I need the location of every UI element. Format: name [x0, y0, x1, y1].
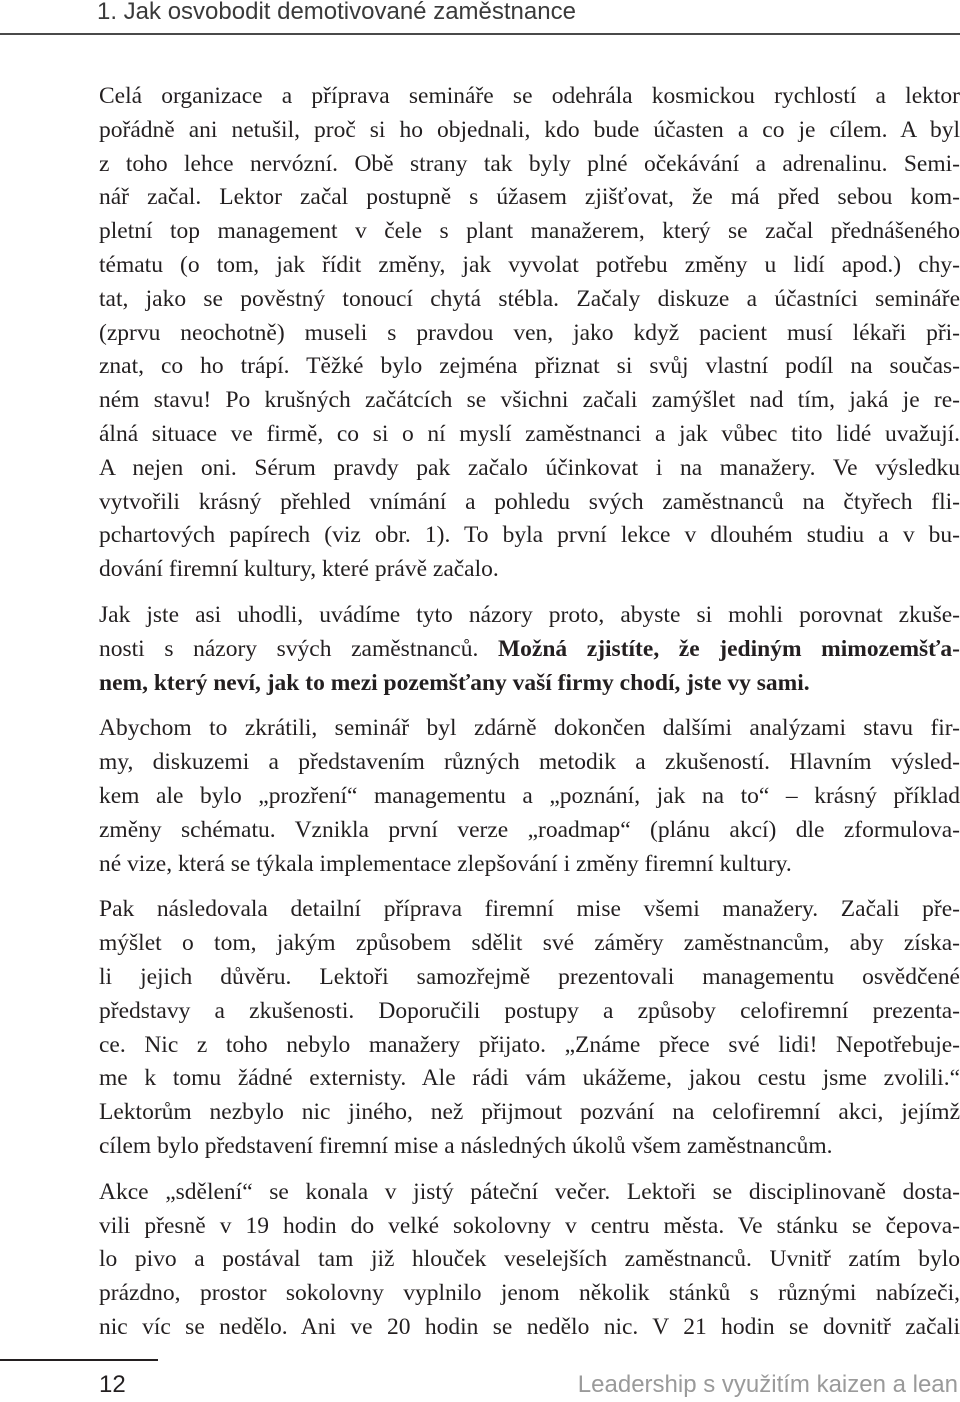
- text-line: tat, jako se pověstný tonoucí chytá stébla. Začaly diskuze a účastníci semináře: [99, 285, 960, 312]
- book-title: Leadership s využitím kaizen a lean: [577, 1371, 958, 1398]
- text-line: Abychom to zkrátili, seminář byl zdárně dokončen dalšími analýzami stavu fir-: [99, 715, 960, 742]
- body-text: [99, 80, 960, 1345]
- text-line: pletní top management v čele s plant manažerem, který se začal přednášeného: [99, 218, 960, 245]
- header-rule: [0, 33, 960, 35]
- text-line: vytvořili krásný přehled vnímání a pohledu svých zaměstnanců na čtyřech fli-: [99, 488, 960, 515]
- text-line: my, diskuzemi a představením různých metodik a zkušeností. Hlavním výsled-: [99, 749, 960, 776]
- text-line: Lektorům nezbylo nic jiného, než přijmout pozvání na celofiremní akci, jejímž: [99, 1099, 960, 1126]
- text-line: [99, 633, 960, 667]
- text-line: (zprvu neochotně) museli s pravdou ven, jako když pacient musí lékaři při-: [99, 319, 960, 346]
- text-line: prázdno, prostor sokolovny vyplnilo jenom několik stánků s různými nabízeči,: [99, 1280, 960, 1307]
- running-head: 1. Jak osvobodit demotivované zaměstnance: [97, 0, 576, 25]
- text-line: Akce „sdělení“ se konala v jistý páteční večer. Lektoři se disciplinovaně dosta-: [99, 1178, 960, 1205]
- text-line: nic víc se nedělo. Ani ve 20 hodin se nedělo nic. V 21 hodin se dovnitř začali: [99, 1313, 960, 1340]
- text-line: mýšlet o tom, jakým způsobem sdělit své záměry zaměstnancům, aby získa-: [99, 930, 960, 957]
- plain-text: nosti s názory svých zaměstnanců.: [99, 635, 498, 662]
- text-line: cílem bylo představení firemní mise a následných úkolů všem zaměstnancům.: [99, 1132, 833, 1159]
- text-line: li jejich důvěru. Lektoři samozřejmě prezentovali managementu osvědčené: [99, 963, 960, 990]
- text-line: změny schématu. Vznikla první verze „roadmap“ (plánu akcí) dle zformulova-: [99, 816, 960, 843]
- emphasis-text: nem, který neví, jak to mezi pozemšťany vaší firmy chodí, jste vy sami.: [99, 669, 810, 696]
- paragraph-5: [99, 1176, 960, 1345]
- paragraph-4: [99, 893, 960, 1163]
- text-line: A nejen oni. Sérum pravdy pak začalo účinkovat i na manažery. Ve výsledku: [99, 454, 960, 481]
- text-line: ném stavu! Po krušných začátcích se všichni začali zamýšlet nad tím, jaká je re-: [99, 387, 960, 414]
- text-line: znat, co ho trápí. Těžké bylo zejména přiznat si svůj vlastní podíl na součas-: [99, 353, 960, 380]
- text-line: Celá organizace a příprava semináře se odehrála kosmickou rychlostí a lektor: [99, 83, 960, 109]
- text-line: né vize, která se týkala implementace zlepšování i změny firemní kultury.: [99, 850, 792, 877]
- text-line: lo pivo a postával tam již hlouček veselejších zaměstnanců. Uvnitř zatím bylo: [99, 1246, 960, 1273]
- text-line: Pak následovala detailní příprava firemní mise všemi manažery. Začali pře-: [99, 896, 960, 923]
- text-line: tématu (o tom, jak řídit změny, jak vyvolat potřebu změny u lidí apod.) chy-: [99, 251, 960, 278]
- text-line: pchartových papírech (viz obr. 1). To byla první lekce v dlouhém studiu a v bu-: [99, 522, 960, 549]
- page-number: 12: [99, 1371, 126, 1398]
- text-line: nář začal. Lektor začal postupně s úžasem zjišťovat, že má před sebou kom-: [99, 184, 960, 211]
- text-line: [99, 667, 960, 701]
- paragraph-1: [99, 80, 960, 587]
- text-line: Jak jste asi uhodli, uvádíme tyto názory proto, abyste si mohli porovnat zkuše-: [99, 601, 960, 628]
- text-line: kem ale bylo „prozření“ managementu a „poznání, jak na to“ – krásný příklad: [99, 782, 960, 809]
- emphasis-text: Možná zjistíte, že jediným mimozemšťa-: [497, 635, 960, 662]
- paragraph-2: [99, 599, 960, 700]
- paragraph-3: [99, 712, 960, 881]
- text-line: vili přesně v 19 hodin do velké sokolovny v centru města. Ve stánku se čepova-: [99, 1212, 960, 1239]
- footer-rule: [0, 1359, 158, 1361]
- text-line: dování firemní kultury, které právě začalo.: [99, 556, 499, 583]
- text-line: z toho lehce nervózní. Obě strany tak byly plné očekávání a adrenalinu. Semi-: [99, 150, 960, 177]
- text-line: představy a zkušenosti. Doporučili postupy a způsoby celofiremní prezenta-: [99, 997, 960, 1024]
- text-line: me k tomu žádné externisty. Ale rádi vám ukážeme, jakou cestu jsme zvolili.“: [99, 1065, 960, 1092]
- text-line: pořádně ani netušil, proč si ho objednali, kdo bude účasten a co je cílem. A byl: [99, 116, 960, 143]
- text-line: ce. Nic z toho nebylo manažery přijato. „Známe přece své lidi! Nepotřebuje-: [99, 1031, 960, 1058]
- text-line: álná situace ve firmě, co si o ní myslí zaměstnanci a jak vůbec tito lidé uvažují.: [99, 420, 960, 447]
